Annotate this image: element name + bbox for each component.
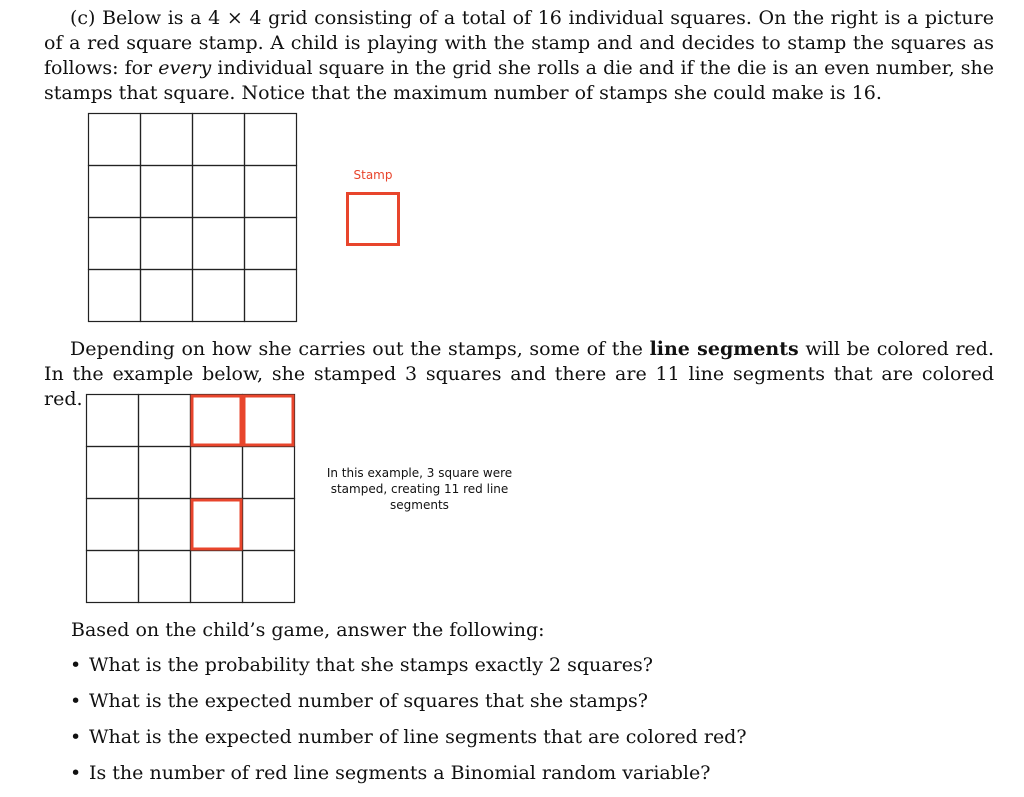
grid-cell — [89, 270, 141, 322]
grid-cell — [193, 114, 245, 166]
part-label: (c) — [70, 7, 96, 29]
question-item: • What is the expected number of squares that she stamps? — [70, 689, 747, 725]
grid-cell — [191, 447, 243, 499]
stamped-square — [192, 500, 241, 549]
grid-cell — [141, 270, 193, 322]
grid-cell — [87, 447, 139, 499]
para2-text-1: Depending on how she carries out the stamps, some of the — [70, 338, 643, 360]
grid-cell — [139, 395, 191, 447]
grid-cell — [193, 218, 245, 270]
stamp-label: Stamp — [353, 168, 393, 182]
intro-text-1: Below is a 4 × 4 grid consisting of a total of 16 individual squares. On the right is a picture of a red square stamp. A child is playing with the stamp and and decides to stamp the squares as follows: for — [44, 7, 994, 79]
grid-cell — [141, 166, 193, 218]
grid-cell — [245, 270, 297, 322]
grid-cell — [141, 114, 193, 166]
grid-cell — [139, 551, 191, 603]
problem-intro — [44, 6, 994, 106]
empty-grid-cells — [89, 114, 297, 322]
para2-text-2: will be colored red. In the example below, she stamped 3 squares and there are 11 line segments that are colored red. — [44, 338, 995, 410]
example-grid — [86, 394, 295, 603]
question-item: • Is the number of red line segments a Binomial random variable? — [70, 761, 747, 797]
grid-cell — [89, 218, 141, 270]
question-item: • What is the probability that she stamps exactly 2 squares? — [70, 653, 747, 689]
stamp-icon — [346, 192, 400, 246]
grid-cell — [243, 499, 295, 551]
grid-cell — [191, 395, 243, 447]
grid-cell — [245, 218, 297, 270]
grid-cell — [89, 114, 141, 166]
grid-cell — [87, 395, 139, 447]
stamp-square — [348, 194, 399, 245]
emphasis-every: every — [158, 57, 212, 79]
grid-cell — [139, 447, 191, 499]
grid-cell — [191, 499, 243, 551]
grid-cell — [193, 166, 245, 218]
stamped-square — [244, 396, 293, 445]
grid-cell — [243, 395, 295, 447]
grid-cell — [89, 166, 141, 218]
questions-intro: Based on the child’s game, answer the following: — [71, 619, 545, 641]
grid-cell — [191, 551, 243, 603]
grid-cell — [245, 166, 297, 218]
bold-line-segments: line segments — [649, 338, 799, 360]
grid-cell — [243, 551, 295, 603]
grid-cell — [245, 114, 297, 166]
grid-cell — [141, 218, 193, 270]
stamped-square — [192, 396, 241, 445]
example-caption: In this example, 3 square were stamped, creating 11 red line segments — [326, 466, 513, 512]
empty-grid — [88, 113, 297, 322]
grid-cell — [243, 447, 295, 499]
grid-cell — [87, 551, 139, 603]
grid-cell — [193, 270, 245, 322]
intro-text-2: individual square in the grid she rolls a die and if the die is an even number, she stamps that square. Notice that the maximum number of stamps she could make is 16. — [44, 57, 994, 104]
grid-cell — [87, 499, 139, 551]
questions-list — [70, 653, 747, 797]
question-item: • What is the expected number of line segments that are colored red? — [70, 725, 747, 761]
grid-cell — [139, 499, 191, 551]
